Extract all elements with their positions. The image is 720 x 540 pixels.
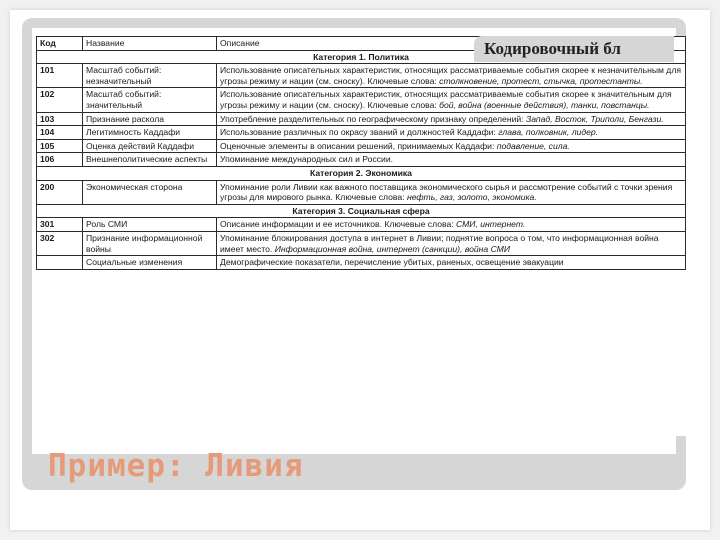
description-text: Упоминание блокирования доступа в интернет в Ливии; поднятие вопроса о том, что информационная война имеет место. bbox=[220, 232, 659, 254]
category-title: Категория 3. Социальная сфера bbox=[37, 204, 686, 218]
table-row bbox=[37, 153, 686, 167]
row-code: 301 bbox=[37, 218, 83, 232]
table-row bbox=[37, 64, 686, 88]
table-row bbox=[37, 256, 686, 270]
row-name: Экономическая сторона bbox=[83, 180, 217, 204]
row-name: Признание информационной войны bbox=[83, 231, 217, 255]
description-text: Упоминание роли Ливии как важного поставщика экономического сырья и рассмотрение событий с точки зрения угрозы для мирового рынка. Ключевые слова: bbox=[220, 181, 673, 203]
description-text: Употребление разделительных по географическому признаку определений: bbox=[220, 113, 526, 124]
header-description: Описание bbox=[217, 37, 686, 51]
coding-table bbox=[36, 36, 686, 270]
row-name: Масштаб событий: значительный bbox=[83, 88, 217, 112]
table-row bbox=[37, 180, 686, 204]
row-name: Оценка действий Каддафи bbox=[83, 139, 217, 153]
slide-title: Пример: Ливия bbox=[48, 448, 304, 484]
row-code: 102 bbox=[37, 88, 83, 112]
row-description bbox=[217, 153, 686, 167]
row-code: 105 bbox=[37, 139, 83, 153]
row-code: 106 bbox=[37, 153, 83, 167]
table-row bbox=[37, 112, 686, 126]
description-text: Оценочные элементы в описании решений, принимаемых Каддафи: bbox=[220, 140, 497, 151]
header-code: Код bbox=[37, 37, 83, 51]
category-row bbox=[37, 204, 686, 218]
description-keywords: нефть, газ, золото, экономика. bbox=[406, 192, 537, 203]
table-row bbox=[37, 126, 686, 140]
description-text: Упоминание международных сил и России. bbox=[220, 154, 394, 165]
category-row bbox=[37, 166, 686, 180]
description-text: Использование различных по окрасу званий и должностей Каддафи: bbox=[220, 127, 499, 138]
row-name: Признание раскола bbox=[83, 112, 217, 126]
row-code: 302 bbox=[37, 231, 83, 255]
row-description bbox=[217, 180, 686, 204]
row-description bbox=[217, 256, 686, 270]
description-text: Описание информации и ее источников. Ключевые слова: bbox=[220, 219, 457, 230]
description-text: Использование описательных характеристик, относящих рассматриваемые события скорее к значительным для угрозы режиму и нации (см. сноску). Ключевые слова: bbox=[220, 89, 672, 110]
row-name: Легитимность Каддафи bbox=[83, 126, 217, 140]
description-keywords: СМИ, интернет. bbox=[456, 219, 526, 230]
table-row bbox=[37, 231, 686, 255]
row-code: 104 bbox=[37, 126, 83, 140]
row-code bbox=[37, 256, 83, 270]
row-name: Роль СМИ bbox=[83, 218, 217, 232]
row-name: Социальные изменения bbox=[83, 256, 217, 270]
description-text: Демографические показатели, перечисление убитых, раненых, освещение эвакуации bbox=[220, 257, 564, 268]
header-name: Название bbox=[83, 37, 217, 51]
row-description bbox=[217, 112, 686, 126]
table-row bbox=[37, 88, 686, 112]
table-row bbox=[37, 218, 686, 232]
overlay-block-title: Кодировочный бл bbox=[474, 36, 674, 62]
document-scan bbox=[36, 36, 686, 436]
description-keywords: глава, полковник, лидер. bbox=[498, 127, 599, 138]
category-title: Категория 2. Экономика bbox=[37, 166, 686, 180]
row-name: Масштаб событий: незначительный bbox=[83, 64, 217, 88]
row-description bbox=[217, 126, 686, 140]
description-keywords: бой, война (военные действия), танки, повстанцы. bbox=[439, 99, 650, 110]
row-description bbox=[217, 218, 686, 232]
category-title: Категория 1. Политика bbox=[37, 50, 686, 64]
description-keywords: Запад, Восток, Триполи, Бенгази. bbox=[525, 113, 664, 124]
description-keywords: столкновение, протест, стычка, протестанты. bbox=[439, 75, 643, 86]
table-row bbox=[37, 139, 686, 153]
description-keywords: подавление, сила. bbox=[496, 140, 570, 151]
row-description bbox=[217, 231, 686, 255]
row-name: Внешнеполитические аспекты bbox=[83, 153, 217, 167]
row-description bbox=[217, 88, 686, 112]
description-keywords: Информационная война, интернет (санкции), война СМИ bbox=[274, 243, 510, 254]
description-text: Использование описательных характеристик, относящих рассматриваемые события скорее к незначительным для угрозы режиму и нации (см. сноску). Ключевые слова: bbox=[220, 65, 681, 86]
row-description bbox=[217, 139, 686, 153]
row-description bbox=[217, 64, 686, 88]
row-code: 103 bbox=[37, 112, 83, 126]
row-code: 200 bbox=[37, 180, 83, 204]
row-code: 101 bbox=[37, 64, 83, 88]
